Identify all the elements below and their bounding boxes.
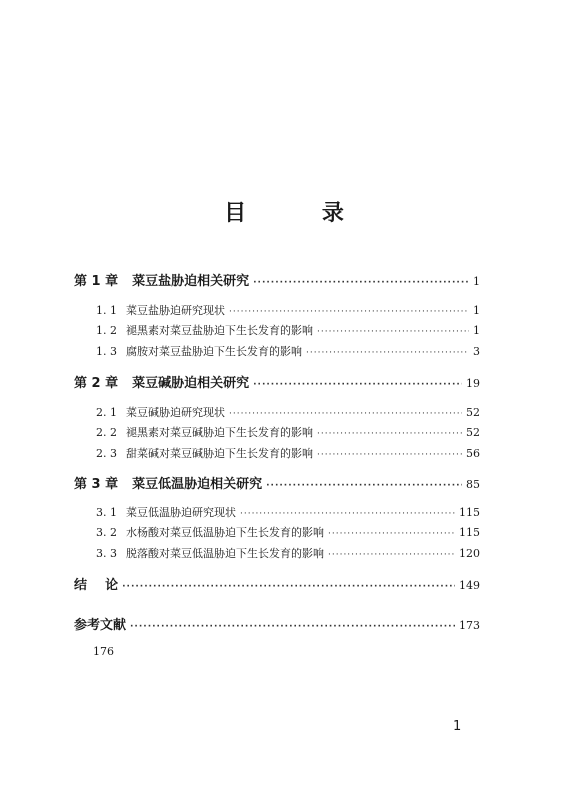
chapter-title: 菜豆盐胁迫相关研究 [132,274,250,289]
page-number: 115 [459,506,480,519]
page-number: 1 [473,304,480,317]
chapter-heading [74,270,249,289]
toc-section-2-1[interactable] [96,404,480,420]
section-number: 3. 2 [96,526,117,539]
dot-leader [229,307,469,317]
page-number: 120 [459,547,480,560]
dot-leader [122,582,455,592]
toc-chapter-2[interactable] [74,372,480,391]
page-number: 52 [466,426,480,439]
section-title: 脱落酸对菜豆低温胁迫下生长发育的影响 [126,547,324,560]
chapter-title: 菜豆低温胁迫相关研究 [132,477,263,492]
section-number: 3. 3 [96,547,117,560]
toc-section-3-2[interactable] [96,524,480,540]
chapter-title: 菜豆碱胁迫相关研究 [132,376,250,391]
toc-section-1-3[interactable] [96,343,480,359]
page-number: 52 [466,406,480,419]
chapter-number: 第 2 章 [74,376,119,391]
toc-section-1-2[interactable] [96,322,480,338]
dot-leader [229,409,462,419]
section-title: 菜豆低温胁迫研究现状 [126,506,236,519]
dot-leader [253,278,469,288]
toc-section-2-3[interactable] [96,445,480,461]
page-number: 3 [473,345,480,358]
page-number: 173 [459,619,480,632]
dot-leader [130,622,455,632]
chapter-number: 第 1 章 [74,274,119,289]
page-number: 19 [466,377,480,390]
page-title: 目 录 [224,200,378,226]
dot-leader [306,348,469,358]
toc-section-3-3[interactable] [96,545,480,561]
page-folio: 1 [453,719,462,734]
section-number: 1. 1 [96,304,117,317]
page-number: 85 [466,478,480,491]
dot-leader [266,481,462,491]
section-title: 菜豆盐胁迫研究现状 [126,304,225,317]
dot-leader [328,529,455,539]
section-number: 1. 2 [96,324,117,337]
dot-leader [253,380,462,390]
dot-leader [240,509,455,519]
section-title: 菜豆碱胁迫研究现状 [126,406,225,419]
page-number: 149 [459,579,480,592]
references-title: 参考文献 [74,618,127,633]
chapter-heading [74,473,262,492]
toc-section-2-2[interactable] [96,424,480,440]
section-number: 3. 1 [96,506,117,519]
section-title: 水杨酸对菜豆低温胁迫下生长发育的影响 [126,526,324,539]
page-number: 1 [473,275,480,288]
toc-section-1-1[interactable] [96,302,480,318]
section-number: 2. 1 [96,406,117,419]
section-title: 褪黑素对菜豆碱胁迫下生长发育的影响 [126,426,313,439]
toc-section-3-1[interactable] [96,504,480,520]
conclusion-title: 结 论 [74,578,119,593]
toc-chapter-1[interactable] [74,270,480,289]
toc-references[interactable] [74,614,480,633]
section-title: 甜菜碱对菜豆碱胁迫下生长发育的影响 [126,447,313,460]
section-title: 褪黑素对菜豆盐胁迫下生长发育的影响 [126,324,313,337]
toc-conclusion[interactable] [74,574,480,593]
chapter-heading [74,372,249,391]
section-number: 1. 3 [96,345,117,358]
trailing-page-number: 176 [93,645,114,658]
toc-chapter-3[interactable] [74,473,480,492]
section-title: 腐胺对菜豆盐胁迫下生长发育的影响 [126,345,302,358]
section-number: 2. 2 [96,426,117,439]
dot-leader [317,429,462,439]
chapter-number: 第 3 章 [74,477,119,492]
page-number: 56 [466,447,480,460]
page-number: 1 [473,324,480,337]
page-number: 115 [459,526,480,539]
dot-leader [317,327,469,337]
dot-leader [328,550,455,560]
dot-leader [317,450,462,460]
section-number: 2. 3 [96,447,117,460]
